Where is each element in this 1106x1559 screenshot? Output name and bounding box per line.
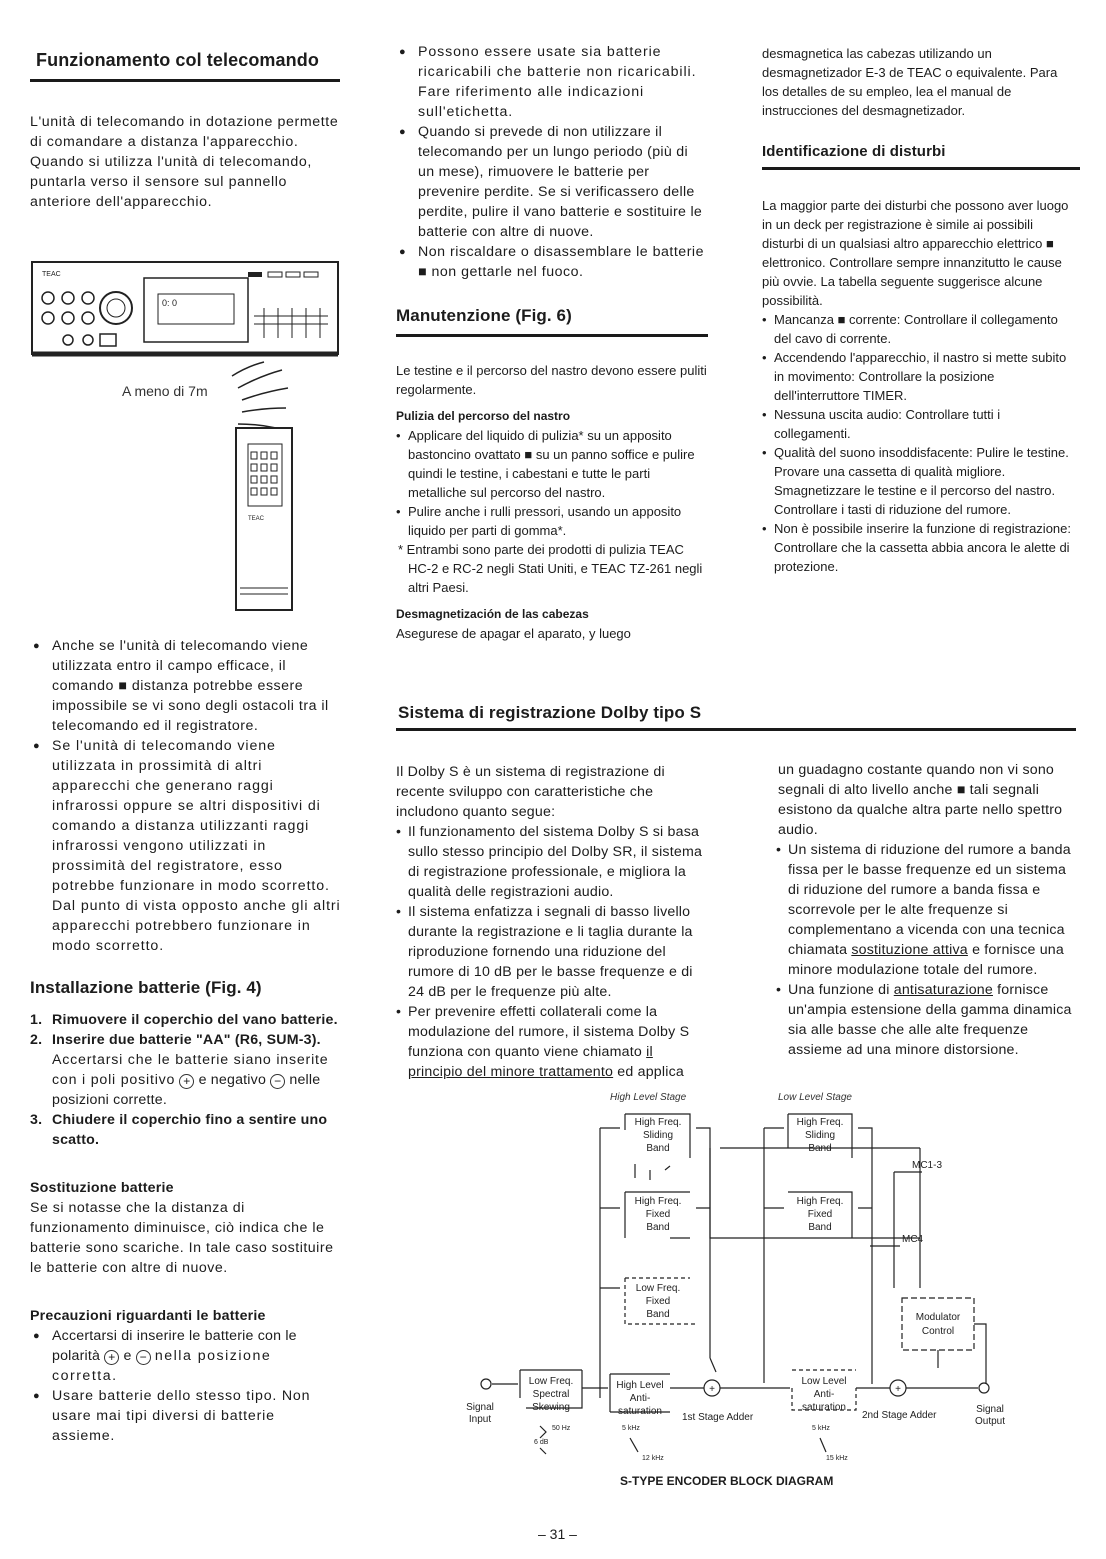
svg-text:Fixed: Fixed [645,1296,671,1307]
dolby-item-3: • Per prevenire effetti collaterali come la modulazione del rumore, il sistema Dolby S funziona con quanto viene chiamato il principio del minore trattamento ed applica [396,1002,706,1082]
column-2 [396,42,708,282]
svg-text:1st Stage Adder: 1st Stage Adder [682,1412,754,1423]
trouble-item-1: • Mancanza ■ corrente: Controllare il collegamento del cavo di corrente. [762,310,1076,348]
page-number: – 31 – [538,1526,577,1542]
column-1 [30,50,342,212]
svg-text:High Freq.: High Freq. [634,1117,682,1128]
svg-text:+: + [895,1384,901,1395]
plus-symbol-icon: + [179,1074,194,1089]
maintenance-title: Manutenzione (Fig. 6) [396,306,572,325]
svg-text:Low Freq.: Low Freq. [635,1283,681,1294]
precaution-title: Precauzioni riguardanti le batterie [30,1308,266,1324]
svg-text:High Freq.: High Freq. [796,1196,844,1207]
minus-symbol-icon: − [136,1350,151,1365]
signal-output [975,1383,1005,1427]
svg-text:Band: Band [646,1309,670,1320]
remote-intro-2: Quando si utilizza l'unità di telecomando, puntarla verso il sensore sul pannello anteriore dell'apparecchio. [30,154,312,210]
freq-5khz-low: 5 kHz [812,1425,830,1432]
replace-title: Sostituzione batterie [30,1180,174,1196]
freq-6db: 6 dB [534,1439,549,1446]
lf-fixed-block-high [625,1278,695,1324]
deck-brand: TEAC [42,271,61,278]
ll-antisaturation-block [792,1370,856,1413]
title-rule [30,79,340,82]
mc13-label: MC1-3 [912,1160,943,1171]
remote-brand: TEAC [248,516,265,522]
svg-text:Control: Control [921,1326,955,1337]
remote-note-2: ● Se l'unità di telecomando viene utilizzata in prossimità di altri apparecchi che generano raggi infrarossi oppure se altri dispositivi di comando a distanza utilizzanti raggi infrarossi vengono utilizzati in prossimità del registratore, esso potrebbe funzionare in modo scorretto. Dal punto di vista opposto anche gli altri apparecchi potrebbero funzionare in modo scorretto. [30,736,342,956]
plus-symbol-icon: + [104,1350,119,1365]
freq-5khz-high: 5 kHz [622,1425,640,1432]
dolby-right-item-1: • Un sistema di riduzione del rumore a banda fissa per le basse frequenze ed un sistema di riduzione del rumore a banda fissa e scorrevole per le alte frequenze si complementano a vicenda con una tecnica chiamata sostituzione attiva e fornisce una minore modulazione totale del rumore. [776,840,1074,980]
svg-text:Signal: Signal [976,1404,1004,1415]
column-3 [762,44,1076,576]
second-stage-adder [862,1380,937,1421]
svg-text:High Level: High Level [616,1380,664,1391]
maintenance-section [396,306,708,643]
svg-text:Sliding: Sliding [804,1130,836,1141]
cleaning-item-2: • Pulire anche i rulli pressori, usando un apposito liquido per parti di gomma*. [396,502,708,540]
lf-skewing-block [520,1370,582,1413]
encoder-block-diagram [466,1088,1030,1488]
battery-step-1: 1. Rimuovere il coperchio del vano batterie. [30,1012,338,1028]
dolby-left-text [396,762,706,1082]
modulator-control-block [902,1298,974,1350]
dolby-intro: Il Dolby S è un sistema di registrazione di recente sviluppo con caratteristiche che includono quanto segue: [396,764,665,820]
svg-text:Band: Band [646,1222,670,1233]
dolby-right-item-2: • Una funzione di antisaturazione fornisce un'ampia estensione della gamma dinamica sia alle basse che alle alte frequenze assieme ad una minore distorsione. [776,980,1074,1060]
svg-text:Anti-: Anti- [629,1393,651,1404]
svg-text:saturation: saturation [618,1406,662,1417]
dolby-right-text [776,760,1074,1060]
svg-text:2nd Stage Adder: 2nd Stage Adder [862,1410,937,1421]
svg-text:Band: Band [646,1143,670,1154]
range-label: A meno di 7m [122,383,208,399]
freq-15khz: 15 kHz [826,1455,848,1462]
low-stage-label: Low Level Stage [778,1092,852,1103]
cleaning-title: Pulizia del percorso del nastro [396,409,571,423]
svg-text:saturation: saturation [802,1402,846,1413]
svg-text:High Freq.: High Freq. [796,1117,844,1128]
svg-text:High Freq.: High Freq. [634,1196,682,1207]
hf-fixed-block-low [788,1192,852,1238]
hf-sliding-block-high [625,1114,690,1158]
signal-input [466,1379,494,1425]
maintenance-intro: Le testine e il percorso del nastro devono essere puliti regolarmente. [396,363,707,397]
dolby-item-1: • Il funzionamento del sistema Dolby S si basa sullo stesso principio del Dolby SR, il sistema di registrazione professionale, e migliora la qualità delle registrazioni audio. [396,822,706,902]
svg-text:Spectral: Spectral [532,1389,570,1400]
svg-text:Output: Output [974,1416,1006,1427]
svg-text:Low Level: Low Level [801,1376,847,1387]
battery-section [30,978,342,1446]
cassette-deck-drawing [32,262,338,354]
ir-waves [232,362,288,428]
svg-text:0: 0: 0: 0 [162,298,178,308]
svg-text:Band: Band [808,1143,832,1154]
svg-text:Sliding: Sliding [642,1130,674,1141]
precaution-2: ● Usare batterie dello stesso tipo. Non usare mai tipi diversi di batterie assieme. [30,1386,342,1446]
svg-text:Modulator: Modulator [915,1312,961,1323]
battery-note-3: ● Non riscaldare o disassemblare le batterie ■ non gettarle nel fuoco. [396,242,708,282]
hf-fixed-block-high [625,1192,690,1238]
remote-control-illustration [28,258,348,638]
cleaning-footnote: * Entrambi sono parte dei prodotti di pulizia TEAC HC-2 e RC-2 negli Stati Uniti, e TEAC TZ-261 negli altri Paesi. [398,542,703,595]
cleaning-item-1: • Applicare del liquido di pulizia* su un apposito bastoncino ovattato ■ su un panno soffice e pulire quindi le testine, i cabestani e tutte le parti metalliche sul percorso del nastro. [396,426,708,502]
trouble-item-2: • Accendendo l'apparecchio, il nastro si mette subito in movimento: Controllare la posizione dell'interruttore TIMER. [762,348,1076,405]
mc4-label: MC4 [902,1234,924,1245]
battery-section-title: Installazione batterie (Fig. 4) [30,978,262,997]
demag-continuation: desmagnetica las cabezas utilizando un desmagnetizador E-3 de TEAC o equivalente. Para los detalles de su empleo, lea el manual de instrucciones del desmagnetizador. [762,46,1058,118]
battery-steps [30,1010,342,1150]
troubleshooting-intro: La maggior parte dei disturbi che possono aver luogo in un deck per registrazione è simile ai possibili disturbi di un qualsiasi altro apparecchio elettrico ■ elettronico. Controllare sempre innanzitutto le cause più ovvie. La tabella seguente suggerisce alcune possibilità. [762,198,1069,308]
dolby-title: Sistema di registrazione Dolby tipo S [398,703,702,722]
svg-text:Input: Input [468,1414,492,1425]
svg-text:Anti-: Anti- [813,1389,835,1400]
replace-text: Se si notasse che la distanza di funzionamento diminuisce, ciò indica che le batterie sono scariche. In tale caso sostituire le batterie con altre di nuove. [30,1200,334,1276]
diagram-caption: S-TYPE ENCODER BLOCK DIAGRAM [620,1474,834,1488]
hf-sliding-block-low [788,1114,852,1158]
svg-text:Low Freq.: Low Freq. [528,1376,574,1387]
svg-text:+: + [709,1384,715,1395]
demag-text: Asegurese de apagar el aparato, y luego [396,626,631,641]
trouble-item-3: • Nessuna uscita audio: Controllare tutti i collegamenti. [762,405,1076,443]
battery-note-1: ● Possono essere usate sia batterie ricaricabili che batterie non ricaricabili. Fare riferimento alle indicazioni sull'etichetta. [396,42,708,122]
dolby-item-2: • Il sistema enfatizza i segnali di basso livello durante la registrazione e li taglia durante la riproduzione fornendo una riduzione del rumore di 10 dB per le basse frequenze e di 24 dB per le frequenze più alte. [396,902,706,1002]
minus-symbol-icon: − [270,1074,285,1089]
first-stage-adder [682,1380,754,1423]
svg-text:Band: Band [808,1222,832,1233]
battery-note-2: ● Quando si prevede di non utilizzare il telecomando per un lungo periodo (più di un mese), rimuovere le batterie per prevenire perdite. Se si verificassero delle perdite, pulire il vano batterie e sostituire le batterie con altre di nuove. [396,122,708,242]
remote-notes [30,636,342,956]
battery-step-2: 2. Inserire due batterie "AA" (R6, SUM-3). Accertarsi che le batterie siano inserite con i poli positivo + e negativo − nelle posizioni corrette. [30,1032,329,1108]
dolby-rule [396,728,1076,731]
battery-step-3: 3. Chiudere il coperchio fino a sentire uno scatto. [30,1112,328,1148]
svg-text:Fixed: Fixed [645,1209,671,1220]
trouble-item-4: • Qualità del suono insoddisfacente: Pulire le testine. Provare una cassetta di qualità migliore. Smagnetizzare le testine e il percorso del nastro. Controllare i tasti di riduzione del rumore. [762,443,1076,519]
remote-handset-drawing [236,428,292,610]
remote-note-1: ● Anche se l'unità di telecomando viene utilizzata entro il campo efficace, il comando ■ distanza potrebbe essere impossibile se vi sono degli ostacoli tra il telecomando ed il registratore. [30,636,342,736]
dolby-right-continuation: un guadagno costante quando non vi sono segnali di alto livello anche ■ tali segnali esistono da qualche altra parte nello spettro audio. [778,762,1063,838]
remote-intro-1: L'unità di telecomando in dotazione permette di comandare a distanza l'apparecchio. [30,114,339,150]
svg-text:Signal: Signal [466,1402,494,1413]
demag-title: Desmagnetización de las cabezas [396,607,589,621]
trouble-item-5: • Non è possibile inserire la funzione di registrazione: Controllare che la cassetta abbia ancora le alette di protezione. [762,519,1076,576]
troubleshooting-title: Identificazione di disturbi [762,143,946,160]
svg-text:Skewing: Skewing [532,1402,570,1413]
precaution-1: ● Accertarsi di inserire le batterie con le polarità + e − nella posizione corretta. [30,1326,342,1386]
hl-antisaturation-block [610,1374,670,1417]
freq-12khz: 12 kHz [642,1455,664,1462]
remote-section-title: Funzionamento col telecomando [36,50,319,70]
high-stage-label: High Level Stage [610,1092,687,1103]
freq-50hz: 50 Hz [552,1425,571,1432]
svg-text:Fixed: Fixed [807,1209,833,1220]
